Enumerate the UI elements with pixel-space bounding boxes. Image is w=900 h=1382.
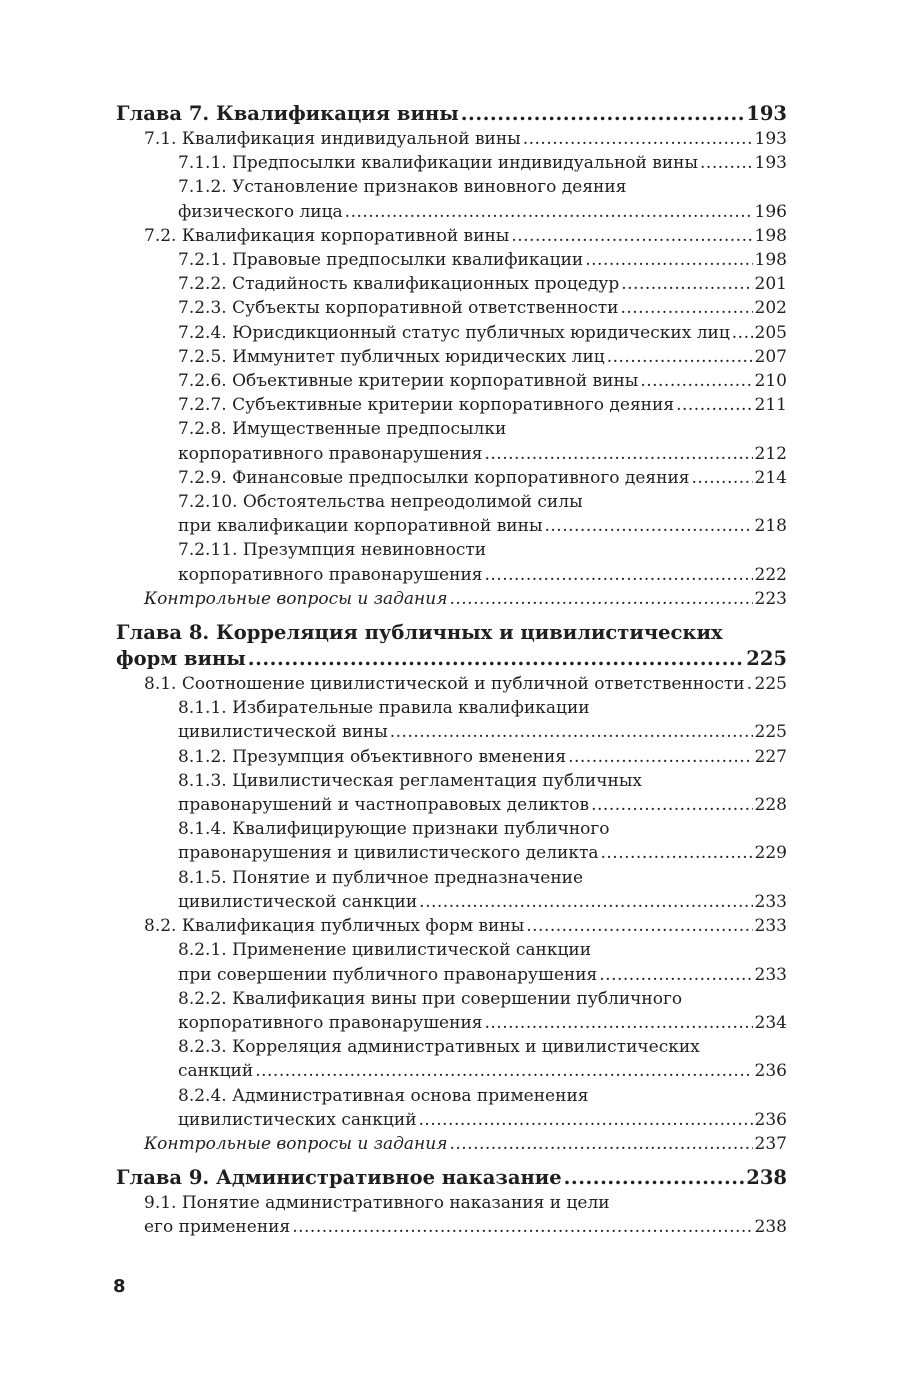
toc-entry-title: Контрольные вопросы и задания bbox=[144, 588, 448, 609]
toc-page-number: 214 bbox=[754, 467, 787, 488]
toc-entry-title: 8.1.4. Квалифицирующие признаки публичного bbox=[178, 819, 610, 840]
toc-entry-title: 8.1.2. Презумпция объективного вменения bbox=[178, 746, 567, 767]
dot-leader bbox=[601, 841, 753, 865]
toc-subsection[interactable] bbox=[116, 1035, 787, 1083]
table-of-contents bbox=[116, 101, 787, 1240]
dot-leader bbox=[255, 1059, 752, 1083]
dot-leader bbox=[485, 442, 753, 466]
toc-entry-title: 7.1.2. Установление признаков виновного деяния bbox=[178, 177, 627, 198]
toc-entry-title: 7.1. Квалификация индивидуальной вины bbox=[144, 129, 521, 149]
toc-page-number: 233 bbox=[754, 916, 787, 937]
toc-subsection[interactable] bbox=[116, 466, 787, 490]
toc-page-number: 225 bbox=[746, 647, 787, 671]
toc-entry-title: 7.2.2. Стадийность квалификационных процедур bbox=[178, 274, 620, 295]
toc-section[interactable] bbox=[116, 224, 787, 248]
toc-entry-title: 7.2.3. Субъекты корпоративной ответственности bbox=[178, 298, 619, 319]
toc-entry-title: физического лица bbox=[178, 201, 343, 222]
toc-section[interactable] bbox=[116, 127, 787, 151]
toc-section[interactable] bbox=[116, 914, 787, 938]
toc-page-number: 236 bbox=[754, 1061, 787, 1082]
dot-leader bbox=[526, 914, 752, 938]
dot-leader bbox=[545, 514, 753, 538]
toc-entry-title: Глава 7. Квалификация вины bbox=[116, 102, 459, 125]
toc-subsection[interactable] bbox=[116, 272, 787, 296]
toc-entry-title: 8.1.1. Избирательные правила квалификации bbox=[178, 698, 590, 719]
toc-entry-title: 8.2.2. Квалификация вины при совершении публичного bbox=[178, 988, 683, 1009]
toc-entry-title: 7.2.11. Презумпция невиновности bbox=[178, 540, 487, 561]
dot-leader bbox=[461, 101, 745, 127]
dot-leader bbox=[390, 720, 753, 744]
toc-page-number: 211 bbox=[754, 395, 787, 416]
toc-entry-title: санкций bbox=[178, 1061, 254, 1082]
toc-subsection[interactable] bbox=[116, 696, 787, 744]
toc-page-number: 207 bbox=[754, 346, 787, 367]
toc-entry-title: цивилистических санкций bbox=[178, 1109, 417, 1130]
dot-leader bbox=[564, 1165, 745, 1191]
toc-entry-title: Глава 9. Административное наказание bbox=[116, 1166, 562, 1190]
toc-entry-title: цивилистической санкции bbox=[178, 891, 418, 912]
toc-page-number: 218 bbox=[754, 516, 787, 537]
toc-page-number: 225 bbox=[754, 674, 787, 695]
toc-page-number: 198 bbox=[754, 225, 787, 246]
toc-page-number: 196 bbox=[754, 201, 787, 222]
toc-entry-title: 8.2.3. Корреляция административных и цивилистических bbox=[178, 1037, 700, 1058]
toc-page-number: 233 bbox=[754, 891, 787, 912]
dot-leader bbox=[449, 587, 752, 611]
toc-subsection[interactable] bbox=[116, 987, 787, 1035]
toc-entry-title: его применения bbox=[144, 1217, 291, 1238]
toc-page-number: 237 bbox=[754, 1133, 787, 1154]
dot-leader bbox=[292, 1215, 752, 1239]
toc-page-number: 223 bbox=[754, 588, 787, 609]
toc-page-number: 210 bbox=[754, 371, 787, 392]
toc-entry-title: 7.2.1. Правовые предпосылки квалификации bbox=[178, 250, 584, 271]
dot-leader bbox=[591, 793, 752, 817]
toc-entry-title: 8.1.5. Понятие и публичное предназначение bbox=[178, 867, 584, 888]
toc-entry-title: 7.2.4. Юрисдикционный статус публичных юридических лиц bbox=[178, 322, 730, 343]
toc-subsection[interactable] bbox=[116, 321, 787, 345]
toc-subsection[interactable] bbox=[116, 817, 787, 865]
toc-page-number: 202 bbox=[754, 298, 787, 319]
toc-subsection[interactable] bbox=[116, 417, 787, 465]
dot-leader bbox=[599, 963, 752, 987]
dot-leader bbox=[585, 248, 752, 272]
dot-leader bbox=[747, 672, 753, 696]
toc-chapter[interactable] bbox=[116, 1165, 787, 1191]
dot-leader bbox=[640, 369, 752, 393]
dot-leader bbox=[511, 224, 752, 248]
toc-entry-title: 7.2.9. Финансовые предпосылки корпоративного деяния bbox=[178, 467, 690, 488]
toc-chapter[interactable] bbox=[116, 101, 787, 127]
toc-page-number: 233 bbox=[754, 964, 787, 985]
toc-subsection[interactable] bbox=[116, 393, 787, 417]
toc-section[interactable] bbox=[116, 1191, 787, 1239]
dot-leader bbox=[345, 200, 753, 224]
dot-leader bbox=[620, 296, 752, 320]
toc-entry-title: 7.2.7. Субъективные критерии корпоративного деяния bbox=[178, 395, 675, 416]
dot-leader bbox=[449, 1132, 752, 1156]
toc-page-number: 193 bbox=[754, 129, 787, 149]
toc-entry-title: 8.2.4. Административная основа применения bbox=[178, 1085, 589, 1106]
toc-entry-title: 8.1. Соотношение цивилистической и публичной ответственности bbox=[144, 674, 745, 695]
toc-entry-title: форм вины bbox=[116, 647, 246, 671]
dot-leader bbox=[621, 272, 752, 296]
toc-entry-title: 7.2.10. Обстоятельства непреодолимой силы bbox=[178, 492, 583, 513]
toc-page-number: 193 bbox=[746, 102, 787, 125]
toc-entry-title: 8.2. Квалификация публичных форм вины bbox=[144, 916, 525, 937]
toc-page-number: 222 bbox=[754, 564, 787, 585]
dot-leader bbox=[419, 1108, 753, 1132]
toc-subsection[interactable] bbox=[116, 151, 787, 175]
toc-control-questions[interactable] bbox=[116, 587, 787, 611]
toc-entry-title: Глава 8. Корреляция публичных и цивилистических bbox=[116, 621, 723, 645]
toc-page-number: 234 bbox=[754, 1012, 787, 1033]
toc-subsection[interactable] bbox=[116, 345, 787, 369]
dot-leader bbox=[485, 563, 753, 587]
page-number: 8 bbox=[113, 1276, 126, 1297]
toc-entry-title: правонарушений и частноправовых деликтов bbox=[178, 795, 590, 816]
dot-leader bbox=[692, 466, 753, 490]
toc-subsection[interactable] bbox=[116, 745, 787, 769]
toc-subsection[interactable] bbox=[116, 490, 787, 538]
dot-leader bbox=[676, 393, 752, 417]
dot-leader bbox=[419, 890, 752, 914]
toc-page-number: 198 bbox=[754, 250, 787, 271]
toc-subsection[interactable] bbox=[116, 296, 787, 320]
toc-entry-title: Контрольные вопросы и задания bbox=[144, 1133, 448, 1154]
toc-section[interactable] bbox=[116, 672, 787, 696]
toc-subsection[interactable] bbox=[116, 248, 787, 272]
toc-entry-title: при совершении публичного правонарушения bbox=[178, 964, 598, 985]
toc-control-questions[interactable] bbox=[116, 1132, 787, 1156]
toc-entry-title: 7.2.5. Иммунитет публичных юридических лиц bbox=[178, 346, 605, 367]
dot-leader bbox=[732, 321, 753, 345]
toc-page-number: 201 bbox=[754, 274, 787, 295]
toc-page-number: 225 bbox=[754, 722, 787, 743]
toc-entry-title: корпоративного правонарушения bbox=[178, 564, 483, 585]
toc-page-number: 193 bbox=[754, 153, 787, 174]
toc-entry-title: 8.1.3. Цивилистическая регламентация публичных bbox=[178, 770, 642, 791]
dot-leader bbox=[700, 151, 753, 175]
toc-entry-title: корпоративного правонарушения bbox=[178, 1012, 483, 1033]
toc-entry-title: цивилистической вины bbox=[178, 722, 388, 743]
toc-page-number: 236 bbox=[754, 1109, 787, 1130]
toc-subsection[interactable] bbox=[116, 769, 787, 817]
toc-entry-title: правонарушения и цивилистического деликта bbox=[178, 843, 599, 864]
toc-entry-title: 8.2.1. Применение цивилистической санкции bbox=[178, 940, 592, 961]
toc-page-number: 227 bbox=[754, 746, 787, 767]
toc-entry-title: 7.2.8. Имущественные предпосылки bbox=[178, 419, 507, 440]
toc-subsection[interactable] bbox=[116, 866, 787, 914]
toc-chapter[interactable] bbox=[116, 620, 787, 672]
toc-entry-title: 7.2.6. Объективные критерии корпоративной вины bbox=[178, 371, 639, 392]
toc-entry-title: корпоративного правонарушения bbox=[178, 443, 483, 464]
dot-leader bbox=[607, 345, 753, 369]
toc-page-number: 229 bbox=[754, 843, 787, 864]
toc-page-number: 212 bbox=[754, 443, 787, 464]
dot-leader bbox=[568, 745, 752, 769]
dot-leader bbox=[523, 127, 753, 151]
toc-subsection[interactable] bbox=[116, 1084, 787, 1132]
toc-page-number: 228 bbox=[754, 795, 787, 816]
toc-entry-title: 7.1.1. Предпосылки квалификации индивидуальной вины bbox=[178, 153, 699, 174]
toc-page-number: 238 bbox=[754, 1217, 787, 1238]
toc-page-number: 238 bbox=[746, 1166, 787, 1190]
toc-entry-title: при квалификации корпоративной вины bbox=[178, 516, 543, 537]
dot-leader bbox=[485, 1011, 753, 1035]
toc-page-number: 205 bbox=[754, 322, 787, 343]
toc-subsection[interactable] bbox=[116, 175, 787, 223]
toc-subsection[interactable] bbox=[116, 369, 787, 393]
toc-entry-title: 9.1. Понятие административного наказания и цели bbox=[144, 1193, 610, 1214]
toc-subsection[interactable] bbox=[116, 538, 787, 586]
toc-subsection[interactable] bbox=[116, 938, 787, 986]
dot-leader bbox=[248, 646, 744, 672]
toc-entry-title: 7.2. Квалификация корпоративной вины bbox=[144, 225, 510, 246]
